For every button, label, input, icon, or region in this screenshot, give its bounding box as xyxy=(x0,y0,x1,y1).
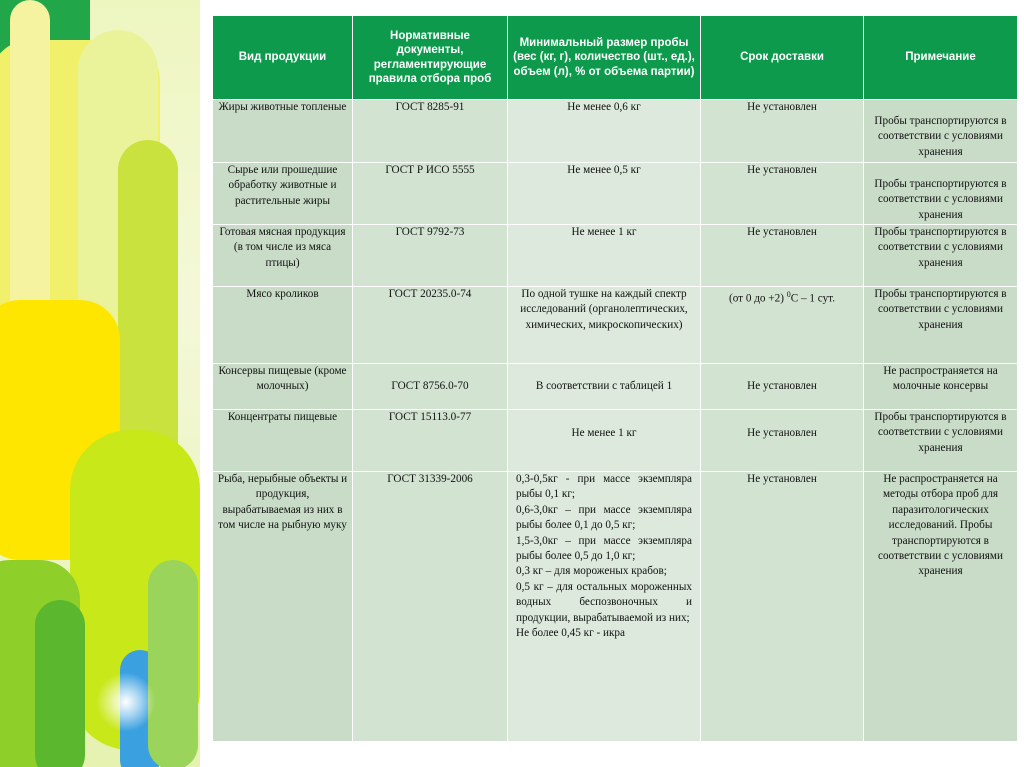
cell-doc: ГОСТ Р ИСО 5555 xyxy=(353,163,508,225)
cell-doc: ГОСТ 15113.0-77 xyxy=(353,410,508,472)
cell-size: Не менее 0,5 кг xyxy=(508,163,701,225)
header-normative-docs: Нормативные документы, регламентирующие правила отбора проб xyxy=(353,16,508,100)
table-row xyxy=(213,410,1018,472)
size-line: 0,5 кг – для остальных мороженных водных беспозвоночных и продукции, вырабатываемой из них; xyxy=(516,580,692,624)
cell-note: Пробы транспортируются в соответствии с условиями хранения xyxy=(864,100,1018,163)
size-line: 0,3 кг – для мороженых крабов; xyxy=(516,565,667,578)
cell-doc: ГОСТ 20235.0-74 xyxy=(353,287,508,364)
cell-doc: ГОСТ 9792-73 xyxy=(353,225,508,287)
table-row xyxy=(213,163,1018,225)
cell-delivery: Не установлен xyxy=(701,100,864,163)
cell-note: Пробы транспортируются в соответствии с условиями хранения xyxy=(864,163,1018,225)
cell-delivery: Не установлен xyxy=(701,163,864,225)
cell-delivery: Не установлен xyxy=(701,225,864,287)
cell-size: Не менее 1 кг xyxy=(508,410,701,472)
cell-note: Пробы транспортируются в соответствии с условиями хранения xyxy=(864,225,1018,287)
cell-product: Сырье или прошедшие обработку животные и растительные жиры xyxy=(213,163,353,225)
cell-delivery xyxy=(701,287,864,364)
header-product-type: Вид продукции xyxy=(213,16,353,100)
cell-product: Рыба, нерыбные объекты и продукция, вырабатываемая из них в том числе на рыбную муку xyxy=(213,472,353,742)
cell-size: Не менее 0,6 кг xyxy=(508,100,701,163)
size-line: 1,5-3,0кг – при массе экземпляра рыбы более 0,5 до 1,0 кг; xyxy=(516,534,692,563)
cell-product: Готовая мясная продукция (в том числе из мяса птицы) xyxy=(213,225,353,287)
cell-size xyxy=(508,472,701,742)
header-note: Примечание xyxy=(864,16,1018,100)
header-min-sample-size: Минимальный размер пробы (вес (кг, г), количество (шт., ед.), объем (л), % от объема партии) xyxy=(508,16,701,100)
sampling-table xyxy=(212,15,1018,742)
cell-note: Пробы транспортируются в соответствии с условиями хранения xyxy=(864,410,1018,472)
cell-doc: ГОСТ 8285-91 xyxy=(353,100,508,163)
table-row xyxy=(213,472,1018,742)
table-row xyxy=(213,100,1018,163)
cell-size: В соответствии с таблицей 1 xyxy=(508,364,701,410)
size-line: 0,3-0,5кг - при массе экземпляра рыбы 0,1 кг; xyxy=(516,473,692,501)
cell-delivery: Не установлен xyxy=(701,410,864,472)
delivery-duration: С – 1 сут. xyxy=(790,292,836,305)
table-row xyxy=(213,225,1018,287)
cell-note: Не распространяется на методы отбора проб для паразитологических исследований. Пробы транспортируются в соответствии с условиями хранения xyxy=(864,472,1018,742)
cell-note: Пробы транспортируются в соответствии с условиями хранения xyxy=(864,287,1018,364)
cell-product: Концентраты пищевые xyxy=(213,410,353,472)
cell-size: По одной тушке на каждый спектр исследований (органолептических, химических, микроскопических) xyxy=(508,287,701,364)
table-row xyxy=(213,364,1018,410)
sampling-table-container xyxy=(212,15,1017,742)
cell-size: Не менее 1 кг xyxy=(508,225,701,287)
cell-product: Мясо кроликов xyxy=(213,287,353,364)
size-line: Не более 0,45 кг - икра xyxy=(516,627,625,640)
delivery-range: (от 0 до +2) xyxy=(728,292,787,305)
decorative-background xyxy=(0,0,200,767)
table-row xyxy=(213,287,1018,364)
cell-product: Консервы пищевые (кроме молочных) xyxy=(213,364,353,410)
table-header-row xyxy=(213,16,1018,100)
cell-doc: ГОСТ 31339-2006 xyxy=(353,472,508,742)
cell-product: Жиры животные топленые xyxy=(213,100,353,163)
cell-delivery: Не установлен xyxy=(701,364,864,410)
cell-note: Не распространяется на молочные консервы xyxy=(864,364,1018,410)
size-line: 0,6-3,0кг – при массе экземпляра рыбы более 0,1 до 0,5 кг; xyxy=(516,503,692,532)
header-delivery-term: Срок доставки xyxy=(701,16,864,100)
cell-doc: ГОСТ 8756.0-70 xyxy=(353,364,508,410)
cell-delivery: Не установлен xyxy=(701,472,864,742)
degree-mark: 0 xyxy=(786,290,791,299)
